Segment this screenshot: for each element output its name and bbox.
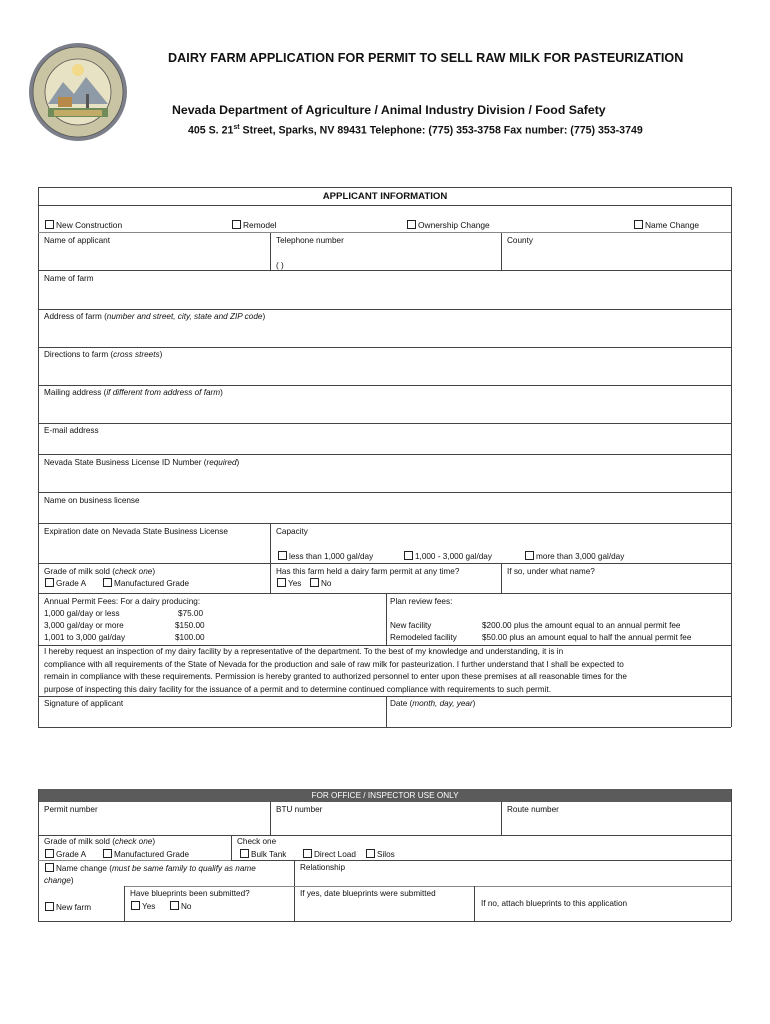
checkbox-remodel[interactable]: Remodel (232, 220, 277, 231)
btu-number-label: BTU number (276, 805, 323, 814)
form-title: DAIRY FARM APPLICATION FOR PERMIT TO SELL RAW MILK FOR PASTEURIZATION (168, 51, 684, 65)
checkbox-held-yes[interactable]: Yes (277, 578, 301, 588)
if-no-label: If no, attach blueprints to this application (481, 899, 628, 908)
capacity-option-mid[interactable]: 1,000 - 3,000 gal/day (404, 551, 492, 561)
directions-label: Directions to farm (cross streets) (44, 350, 163, 359)
plan-fee-amount: $200.00 plus the amount equal to an annual permit fee (482, 621, 681, 630)
plan-fee-amount: $50.00 plus an amount equal to half the annual permit fee (482, 633, 692, 642)
checkbox-direct-load[interactable]: Direct Load (303, 849, 356, 859)
farm-name-label: Name of farm (44, 274, 94, 283)
plan-fee-type: Remodeled facility (390, 633, 457, 642)
department-address: 405 S. 21st Street, Sparks, NV 89431 Telephone: (775) 353-3758 Fax number: (775) 353-3749 (188, 124, 643, 137)
permit-number-label: Permit number (44, 805, 98, 814)
check-one-label: Check one (237, 837, 277, 846)
plan-fee-type: New facility (390, 621, 432, 630)
checkbox-blueprints-yes[interactable]: Yes (131, 901, 155, 911)
checkbox-new-construction[interactable]: New Construction (45, 220, 122, 231)
email-label: E-mail address (44, 426, 99, 435)
license-id-label: Nevada State Business License ID Number (required) (44, 458, 240, 467)
route-number-label: Route number (507, 805, 559, 814)
mailing-address-label: Mailing address (if different from address of farm) (44, 388, 223, 397)
if-yes-label: If yes, date blueprints were submitted (300, 889, 436, 898)
office-checkbox-grade-a[interactable]: Grade A (45, 849, 86, 859)
county-label: County (507, 236, 533, 245)
name-change-cont: change) (44, 876, 74, 885)
applicant-section-title: APPLICANT INFORMATION (322, 191, 448, 202)
held-permit-label: Has this farm held a dairy farm permit at any time? (276, 567, 460, 576)
farm-address-label: Address of farm (number and street, city, state and ZIP code) (44, 312, 266, 321)
blueprints-question: Have blueprints been submitted? (130, 889, 250, 898)
annual-fees-title: Annual Permit Fees: For a dairy producing: (44, 597, 201, 606)
grade-label: Grade of milk sold (check one) (44, 567, 156, 576)
date-label: Date (month, day, year) (390, 699, 476, 708)
capacity-option-high[interactable]: more than 3,000 gal/day (525, 551, 624, 561)
checkbox-grade-a[interactable]: Grade A (45, 578, 86, 588)
checkbox-held-no[interactable]: No (310, 578, 331, 588)
checkbox-name-change[interactable]: Name Change (634, 220, 699, 231)
checkbox-new-farm[interactable]: New farm (45, 902, 91, 912)
office-section-title: FOR OFFICE / INSPECTOR USE ONLY (311, 791, 459, 800)
checkbox-manufactured-grade[interactable]: Manufactured Grade (103, 578, 189, 588)
certification-statement: I hereby request an inspection of my dairy facility by a representative of the department. To the best of my knowledge and understanding, it is in compliance with all requirements of the State of Nevada for the production and sale of raw milk for pasteurization. I further understand that I shall be expected to remain in compliance with these requirements. Permission is hereby granted to authorized personnel to enter upon these premises at all reasonable times for the purpose of inspecting this dairy facility for the issuance of a permit and to determine continued compliance with requirements to such permit. (44, 647, 627, 694)
annual-fee-range: 1,000 gal/day or less (44, 609, 120, 618)
name-of-applicant-label: Name of applicant (44, 236, 110, 245)
office-grade-label: Grade of milk sold (check one) (44, 837, 156, 846)
annual-fee-amount: $100.00 (175, 633, 205, 642)
license-name-label: Name on business license (44, 496, 140, 505)
if-so-label: If so, under what name? (507, 567, 595, 576)
annual-fee-amount: $150.00 (175, 621, 205, 630)
expiration-label: Expiration date on Nevada State Business License (44, 527, 228, 536)
capacity-option-low[interactable]: less than 1,000 gal/day (278, 551, 373, 561)
department-name: Nevada Department of Agriculture / Animal Industry Division / Food Safety (172, 103, 606, 117)
signature-label: Signature of applicant (44, 699, 124, 708)
nevada-state-seal (28, 42, 128, 142)
phone-area-code[interactable]: ( ) (276, 261, 284, 270)
checkbox-bulk-tank[interactable]: Bulk Tank (240, 849, 286, 859)
checkbox-silos[interactable]: Silos (366, 849, 395, 859)
annual-fee-amount: $75.00 (178, 609, 204, 618)
checkbox-ownership-change[interactable]: Ownership Change (407, 220, 490, 231)
checkbox-blueprints-no[interactable]: No (170, 901, 191, 911)
telephone-label: Telephone number (276, 236, 344, 245)
plan-fees-title: Plan review fees: (390, 597, 453, 606)
capacity-label: Capacity (276, 527, 308, 536)
annual-fee-range: 3,000 gal/day or more (44, 621, 124, 630)
relationship-label: Relationship (300, 863, 346, 872)
office-checkbox-manufactured-grade[interactable]: Manufactured Grade (103, 849, 189, 859)
checkbox-name-change-office[interactable]: Name change (must be same family to qualify as name (45, 863, 256, 873)
annual-fee-range: 1,001 to 3,000 gal/day (44, 633, 126, 642)
